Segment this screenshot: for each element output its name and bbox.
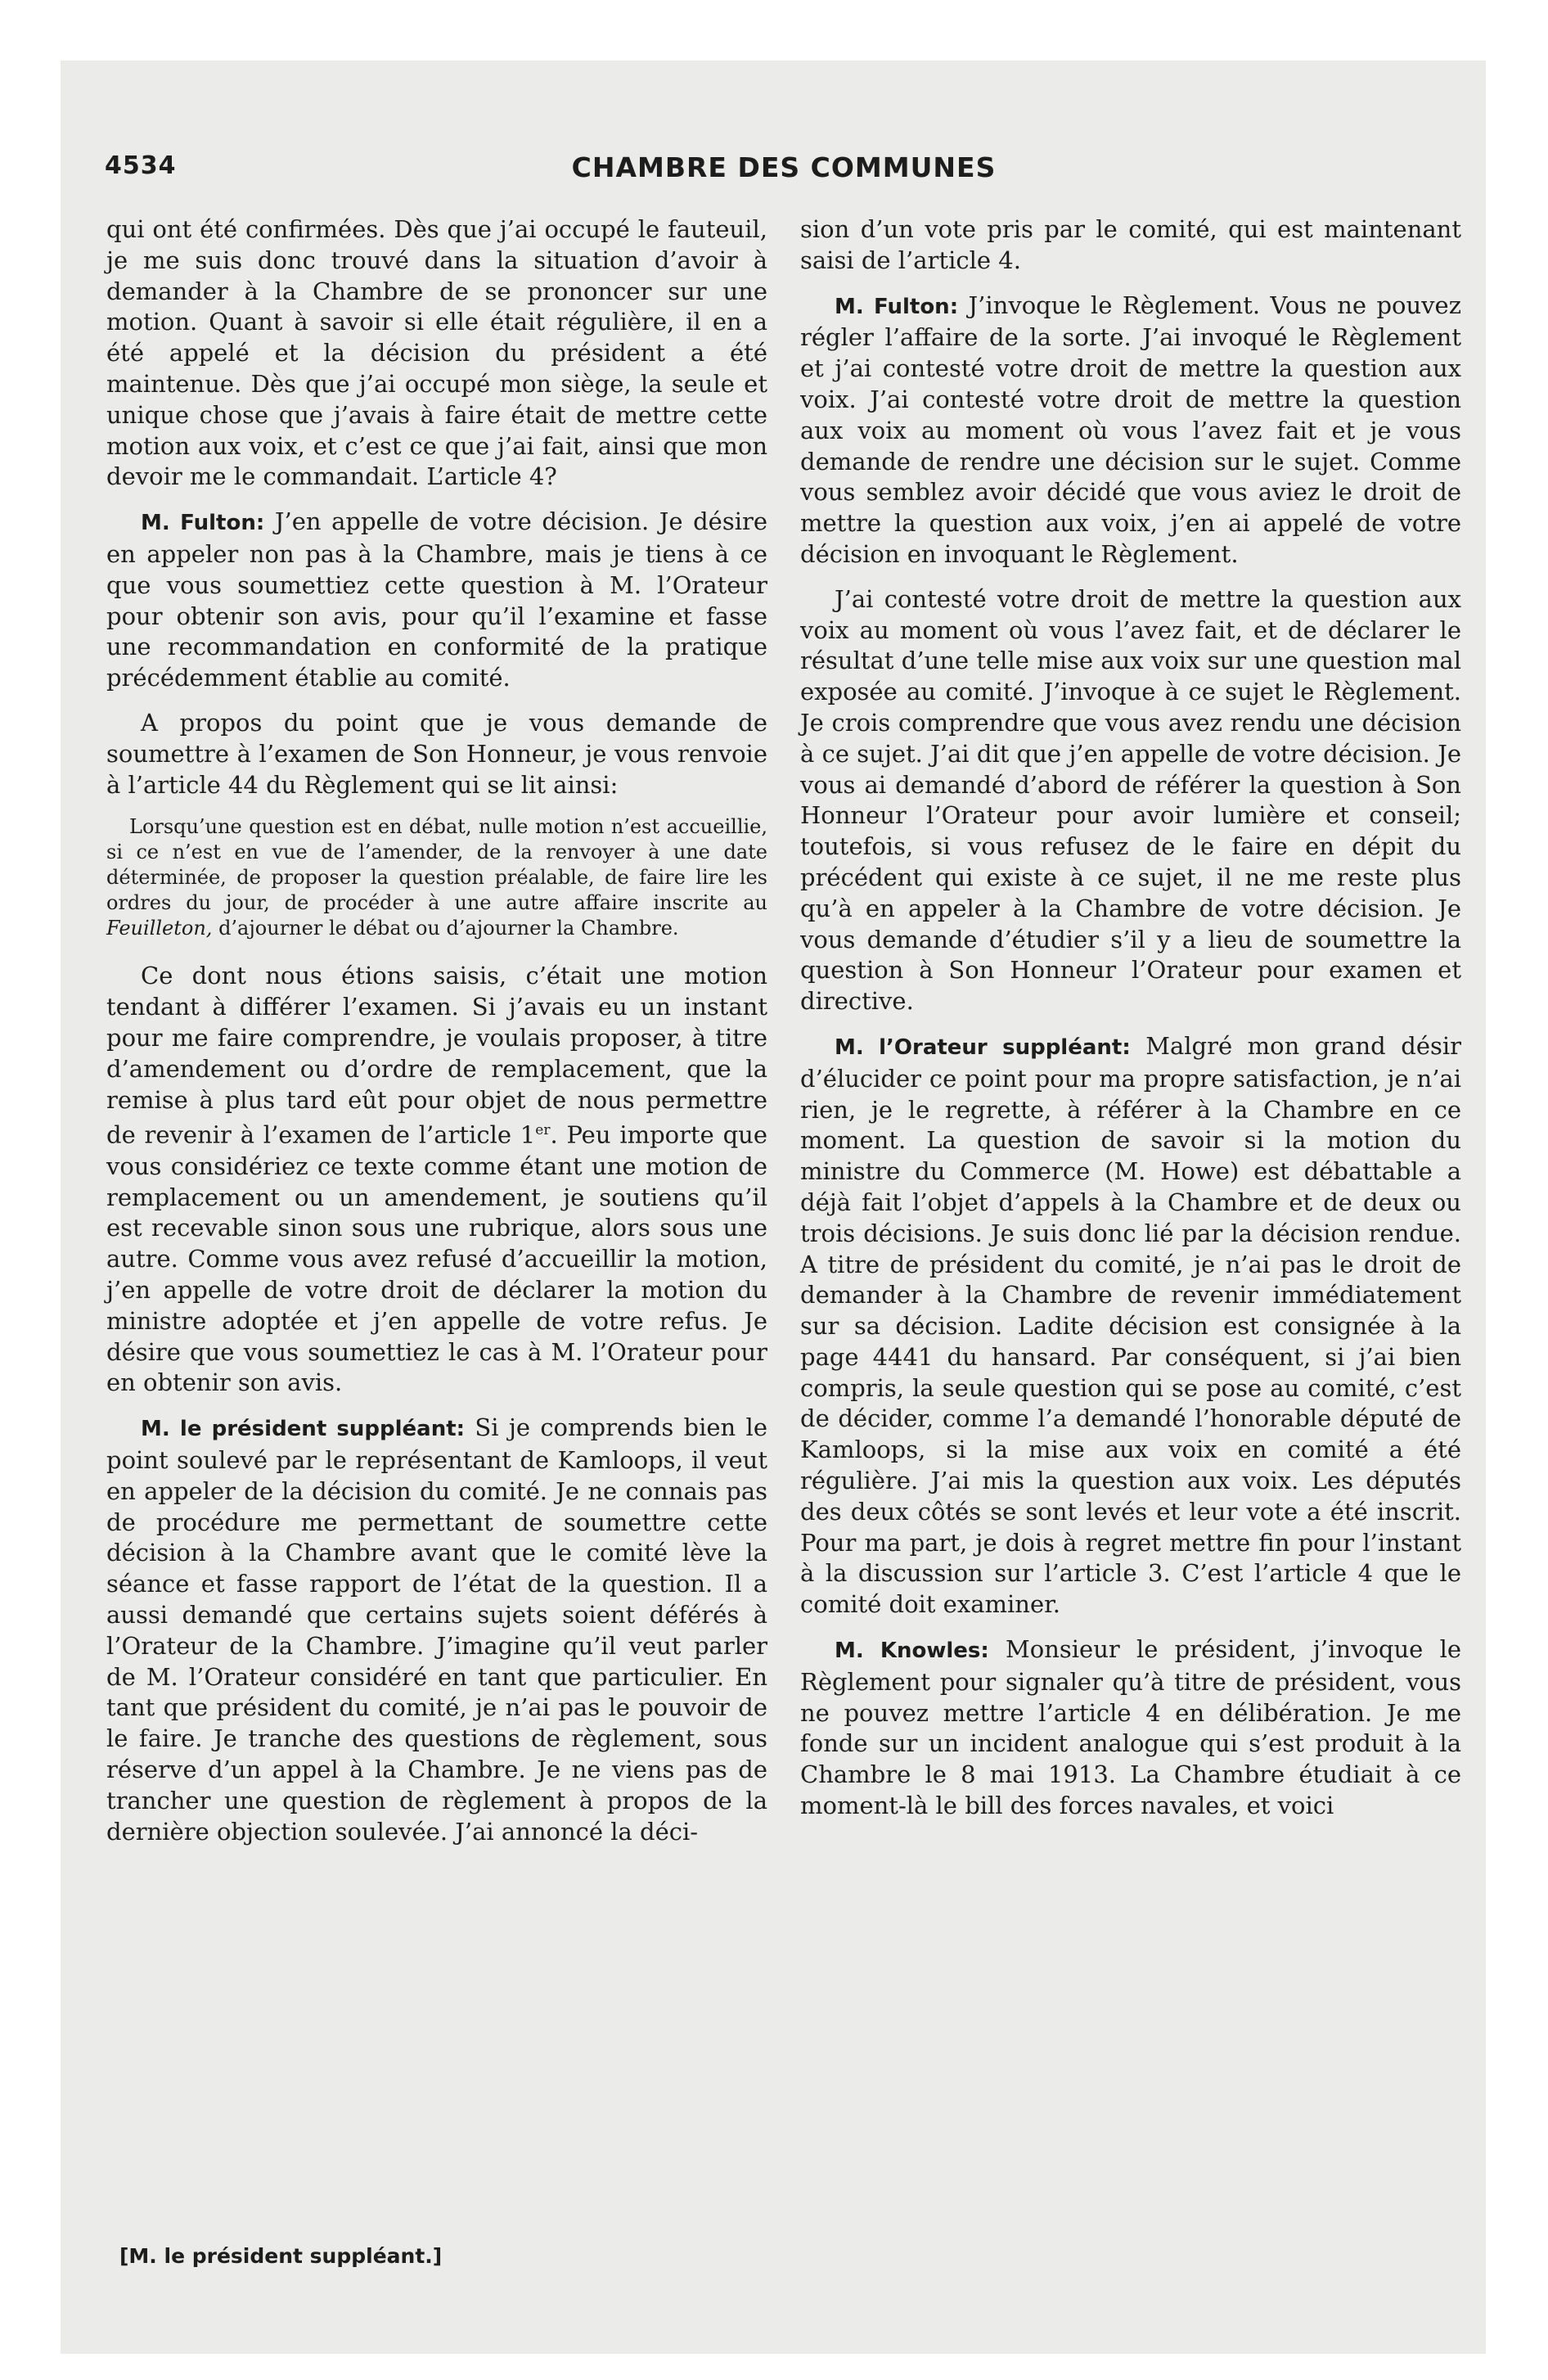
paragraph (106, 961, 767, 1399)
paragraph (800, 1031, 1461, 1620)
paragraph: qui ont été confirmées. Dès que j’ai occupé le fauteuil, je me suis donc trouvé dans la situation d’avoir à demander à la Chambre de se prononcer sur une motion. Quant à savoir si elle était régulière, il en a été appelé et la décision du président a été maintenue. Dès que j’ai occupé mon siège, la seule et unique chose que j’avais à faire était de mettre cette motion aux voix, et c’est ce que j’ai fait, ainsi que mon devoir me le commandait. L’article 4? (106, 215, 767, 491)
paragraph: A propos du point que je vous demande de soumettre à l’examen de Son Honneur, je vous renvoie à l’article 44 du Règlement qui se lit ainsi: (106, 708, 767, 799)
speaker-name: M. Fulton: (835, 294, 959, 319)
page-number: 4534 (105, 151, 177, 180)
speech-text: Malgré mon grand désir d’élucider ce point pour ma propre satisfaction, je n’ai rien, je le regrette, à référer à la Chambre en ce moment. La question de savoir si la motion du ministre du Commerce (M. Howe) est débattable a déjà fait l’objet d’appels à la Chambre et de deux ou trois décisions. Je suis donc lié par la décision rendue. A titre de président du comité, je n’ai pas le droit de demander à la Chambre de revenir immédiatement sur sa décision. Ladite décision est consignée à la page 4441 du hansard. Par conséquent, si j’ai bien compris, la seule question qui se pose au comité, c’est de décider, comme l’a demandé l’honorable député de Kamloops, si la mise aux voix en comité a été régulière. J’ai mis la question aux voix. Les députés des deux côtés se sont levés et leur vote a été inscrit. Pour ma part, je dois à regret mettre fin pour l’instant à la discussion sur l’article 3. C’est l’article 4 que le comité doit examiner. (800, 1031, 1461, 1619)
block-quote (106, 814, 767, 941)
speech-text: Ce dont nous étions saisis, c’était une motion tendant à différer l’examen. Si j’avais eu un instant pour me faire comprendre, je voulais proposer, à titre d’amendement ou d’ordre de remplacement, que la remise à plus tard eût pour objet de nous permettre de revenir à l’examen de l’article 1 (106, 962, 767, 1149)
paragraph: sion d’un vote pris par le comité, qui est maintenant saisi de l’article 4. (800, 215, 1461, 274)
quote-text: d’ajourner le débat ou d’ajourner la Chambre. (218, 917, 679, 940)
left-column (106, 214, 767, 1861)
speech-text: J’invoque le Règlement. Vous ne pouvez régler l’affaire de la sorte. J’ai invoqué le Règlement et j’ai contesté votre droit de mettre la question aux voix. J’ai contesté votre droit de mettre la question aux voix au moment où vous l’avez fait et je vous demande de rendre une décision sur le sujet. Comme vous semblez avoir décidé que vous aviez le droit de mettre la question aux voix, j’en ai appelé de votre décision en invoquant le Règlement. (800, 291, 1462, 568)
paragraph (800, 1634, 1461, 1822)
speech-text: . Peu importe que vous considériez ce texte comme étant une motion de remplacement ou un amendement, je soutiens qu’il est recevable sinon sous une rubrique, alors sous une autre. Comme vous avez refusé d’accueillir la motion, j’en appelle de votre droit de déclarer la motion du ministre adoptée et j’en appelle de votre refus. Je désire que vous soumettiez le cas à M. l’Orateur pour en obtenir son avis. (106, 1120, 767, 1397)
speaker-name: M. le président suppléant: (141, 1417, 466, 1442)
running-title: CHAMBRE DES COMMUNES (571, 151, 997, 183)
speech-text: Monsieur le président, j’invoque le Règlement pour signaler qu’à titre de président, vous ne pouvez mettre l’article 4 en délibération. Je me fonde sur un incident analogue qui s’est produit à la Chambre le 8 mai 1913. La Chambre étudiait à ce moment-là le bill des forces navales, et voici (800, 1635, 1462, 1820)
speech-text: J’en appelle de votre décision. Je désire en appeler non pas à la Chambre, mais je tiens à ce que vous soumettiez cette question à M. l’Orateur pour obtenir son avis, pour qu’il l’examine et fasse une recommandation en conformité de la pratique précédemment établie au comité. (106, 507, 768, 692)
paragraph (106, 1413, 767, 1847)
quote-text: Lorsqu’une question est en débat, nulle motion n’est accueillie, si ce n’est en vue de l’amender, de la renvoyer à une date déterminée, de proposer la question préalable, de faire lire les ordres du jour, de procéder à une autre affaire inscrite au (106, 815, 767, 915)
quote-italic: Feuilleton, (106, 917, 213, 940)
speaker-name: M. l’Orateur suppléant: (835, 1034, 1131, 1060)
paragraph (800, 291, 1461, 570)
catchword: [M. le président suppléant.] (119, 2244, 443, 2268)
page-header (105, 151, 1463, 192)
right-column (800, 214, 1461, 1836)
speaker-name: M. Knowles: (835, 1639, 989, 1664)
superscript: er (535, 1122, 551, 1139)
speech-text: Si je comprends bien le point soulevé par le représentant de Kamloops, il veut en appeler de la décision du comité. Je ne connais pas de procédure me permettant de soumettre cette décision à la Chambre avant que le comité lève la séance et fasse rapport de l’état de la question. Il a aussi demandé que certains sujets soient déférés à l’Orateur de la Chambre. J’imagine qu’il veut parler de M. l’Orateur considéré en tant que particulier. En tant que président du comité, je n’ai pas le pouvoir de le faire. Je tranche des questions de règlement, sous réserve d’un appel à la Chambre. Je ne viens pas de trancher une question de règlement à propos de la dernière objection soulevée. J’ai annoncé la déci- (106, 1413, 767, 1846)
speaker-name: M. Fulton: (141, 511, 265, 536)
paragraph (106, 507, 767, 694)
paragraph: J’ai contesté votre droit de mettre la question aux voix au moment où vous l’avez fait, et de déclarer le résultat d’une telle mise aux voix sur une question mal exposée au comité. J’invoque à ce sujet le Règlement. Je crois comprendre que vous avez rendu une décision à ce sujet. J’ai dit que j’en appelle de votre décision. Je vous ai demandé d’abord de référer la question à Son Honneur l’Orateur pour avoir lumière et conseil; toutefois, si vous refusez de le faire en dépit du précédent qui existe à ce sujet, il ne me reste plus qu’à en appeler à la Chambre de votre décision. Je vous demande d’étudier s’il y a lieu de soumettre la question à Son Honneur l’Orateur pour examen et directive. (800, 584, 1461, 1016)
